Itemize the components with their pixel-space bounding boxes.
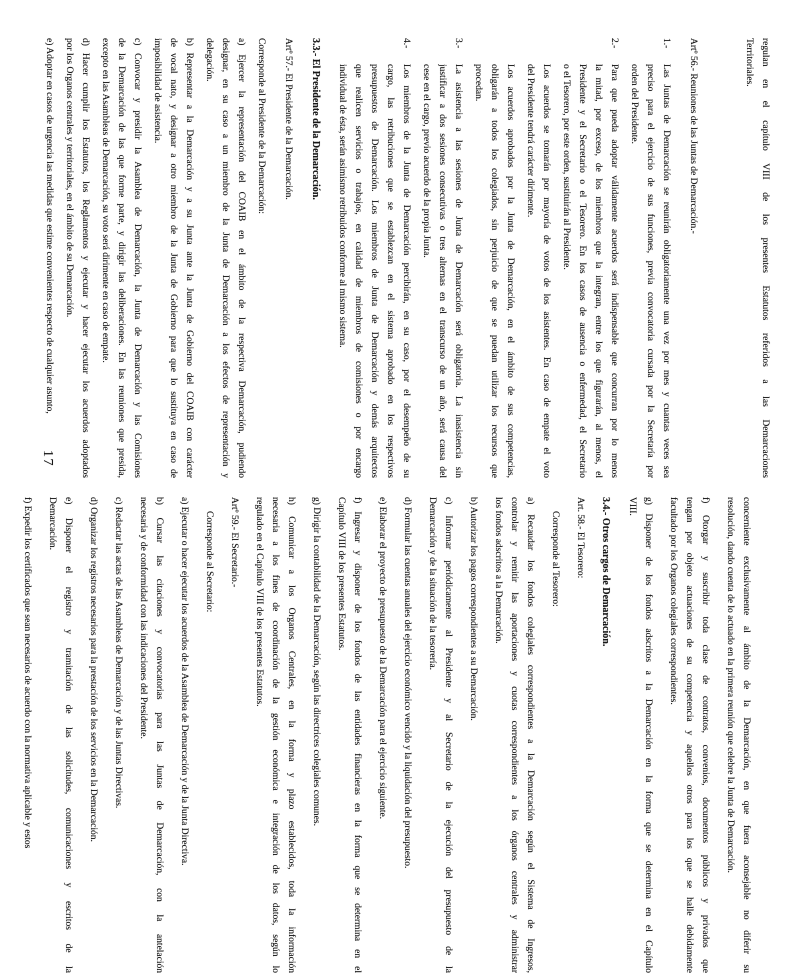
section-3-3-heading xyxy=(307,38,323,478)
text-line: Corresponde al Secretario: xyxy=(204,511,214,613)
page-number: 17 xyxy=(40,450,55,467)
item-number: 1.- xyxy=(661,38,671,49)
text-line: preciso para el ejercicio de sus funciones, previa convocatoria cursada por la Secretaría por xyxy=(645,64,655,478)
text-line: tengan por objeto actuaciones de su competencia y aquellos otros para los que se halle debidamente xyxy=(684,497,694,973)
item-b xyxy=(149,38,197,478)
text-line: Las Juntas de Demarcación se reunirán obligatoriamente una vez por mes y cuantas veces sea xyxy=(661,64,671,478)
text-line: Artº 56.- Reuniones de las Juntas de Demarcación.- xyxy=(688,38,698,234)
text-line: los fondos adscritos a la Demarcación. xyxy=(493,497,503,644)
text-line: b) Cursar las citaciones y convocatorias para las Juntas de Demarcación, con la antelación xyxy=(154,497,164,973)
item-2 xyxy=(558,38,622,478)
text-line: b) Autorizar los pagos correspondientes a su Demarcación. xyxy=(468,497,478,721)
text-line: cargo, las retribuciones que se establezcan en el sistema aprobado en los respectivos xyxy=(385,64,395,478)
text-line: f) Otorgar y suscribir toda clase de contratos, convenios, documentos públicos y privados que xyxy=(700,497,710,973)
text-line: regulado en el Capítulo VIII de los presentes Estatutos. xyxy=(254,497,264,707)
text-line: Los miembros de la Junta de Demarcación percibirán, en su caso, por el desempeño de su xyxy=(401,64,411,478)
lead-in xyxy=(547,511,563,973)
item-d xyxy=(85,497,101,973)
item-e xyxy=(44,497,76,973)
text-line: obligarán a todos los colegiados, sin perjuicio de que se puedan utilizar los recursos que xyxy=(489,64,499,478)
text-line: a) Recaudar los fondos colegiales correspondientes a la Demarcación según el Sistema de Ingresos, xyxy=(525,497,535,973)
text-line: Demarcación. xyxy=(47,497,57,551)
text-line: necesaria y de conformidad con las indicaciones del Presidente. xyxy=(138,497,148,739)
text-line: cese en el cargo, previo acuerdo de la propia Junta. xyxy=(421,64,431,258)
item-e xyxy=(41,38,57,478)
item-d xyxy=(399,497,415,973)
text-line: e) Adoptar en casos de urgencia las medidas que estime convenientes respecto de cualquier asunto, xyxy=(44,38,54,414)
item-4 xyxy=(334,38,414,478)
article-58-heading xyxy=(572,497,588,973)
text-line: d) Hacer cumplir los Estatutos, los Reglamentos y ejecutar y hacer ejecutar los acuerdos adoptados xyxy=(80,38,90,478)
text-line: Demarcación y de la situación de la tesorería. xyxy=(427,497,437,671)
text-line: justificar a dos sesiones consecutivas o tres alternas en el transcurso de un año, será causa del xyxy=(437,64,447,478)
item-g xyxy=(624,497,656,973)
item-c xyxy=(424,497,456,973)
text-line: de la Demarcación de las que forme parte, y dirigir las deliberaciones. En las reuniones que presida, xyxy=(116,38,126,478)
text-line: e) Elaborar el proyecto de presupuesto de la Demarcación para el ejercicio siguiente. xyxy=(377,497,387,820)
text-line: Territoriales. xyxy=(744,38,754,87)
item-number: 4.- xyxy=(401,38,411,49)
text-line: c) Informar periódicamente al Presidente y al Secretario de la ejecución del presupuesto de la xyxy=(443,497,453,973)
article-57-heading xyxy=(280,38,296,478)
item-3 xyxy=(418,38,466,478)
text-line: Para que pueda adoptar válidamente acuerdos será indispensable que concurran por lo menos xyxy=(609,64,619,478)
item-a xyxy=(201,38,249,478)
text-line: La asistencia a las sesiones de Junta de Demarcación será obligatoria. La inasistencia sin xyxy=(453,64,463,478)
item-c xyxy=(97,38,145,478)
item-a xyxy=(176,497,192,973)
text-line: delegación. xyxy=(204,38,214,82)
text-line: g) Disponer de los fondos adscritos a la Demarcación en la forma que se determina en el Capítulo xyxy=(643,497,653,973)
item-number: 3.- xyxy=(453,38,463,49)
item-f xyxy=(19,497,35,973)
page-column-left xyxy=(41,38,773,478)
text-line: h) Comunicar a los Organos Centrales, en la forma y plazo establecidos, toda la información xyxy=(286,497,296,973)
item-1 xyxy=(626,38,674,478)
text-line: excepto en las Asambleas de Demarcación, su voto será dirimente en caso de empate. xyxy=(100,38,110,363)
text-line: controlar y remitir las aportaciones y cuotas correspondientes a los órganos centrales y administrar xyxy=(509,497,519,973)
text-line: d) Formular las cuentas anuales del ejercicio económico vencido y la liquidación del presupuesto. xyxy=(402,497,412,869)
text-line: imposibilidad de asistencia. xyxy=(152,38,162,144)
text-line: Corresponde al Presidente de la Demarcación: xyxy=(256,38,266,214)
text-line: g) Dirigir la contabilidad de la Demarcación, según las directrices colegiales comunes. xyxy=(311,497,321,826)
item-a xyxy=(490,497,538,973)
text-line: procedan. xyxy=(473,64,483,102)
text-line: f) Ingresar y disponer de los fondos de las entidades financieras en la forma que se determina en el xyxy=(352,497,362,973)
text-line: Presidente y el Secretario o el Tesorero. En los casos de ausencia o enfermedad, el Secretario xyxy=(577,64,587,478)
item-g xyxy=(308,497,324,973)
text-line: del Presidente tendrá carácter dirimente. xyxy=(525,64,535,218)
item-c xyxy=(110,497,126,973)
text-line: que realicen servicios o trabajos, en calidad de miembros de comisiones o por encargo xyxy=(353,64,363,478)
text-line: d) Organizar los registros necesarios para la prestación de los servicios en la Demarcación. xyxy=(88,497,98,842)
item-h xyxy=(251,497,299,973)
item-2-subparagraph xyxy=(470,64,518,478)
item-2-subparagraph xyxy=(522,64,554,478)
text-line: VIII. xyxy=(627,497,637,516)
text-line: Los acuerdos se tomarán por mayoría de votos de los asistentes. En caso de empate el voto xyxy=(541,64,551,478)
item-f xyxy=(665,497,713,973)
item-number: 2.- xyxy=(609,38,619,49)
text-line: c) Convocar y presidir la Asamblea de Demarcación, la Junta de Demarcación y las Comisiones xyxy=(132,38,142,478)
text-line: 3.3.- El Presidente de la Demarcación. xyxy=(310,38,321,200)
text-line: 3.4.- Otros cargos de Demarcación. xyxy=(600,497,611,647)
item-e xyxy=(374,497,390,973)
article-59-heading xyxy=(226,497,242,973)
article-56-heading xyxy=(685,38,701,478)
text-line: o el Tesorero, por este orden, sustituirán al Presidente. xyxy=(561,64,571,270)
text-line: c) Redactar las actas de las Asambleas de Demarcación y de las Juntas Directivas. xyxy=(113,497,123,809)
text-line: designar, en su caso a un miembro de la Junta de Demarcación a los efectos de representación y xyxy=(220,38,230,478)
item-b xyxy=(465,497,481,973)
lead-in xyxy=(253,38,269,478)
text-line: Los acuerdos aprobados por la Junta de Demarcación, en el ámbito de sus competencias, xyxy=(505,64,515,478)
text-line: por los Organos centrales y territoriales, en el ámbito de su Demarcación. xyxy=(64,38,74,318)
item-d xyxy=(61,38,93,478)
text-line: de vocal nato, y designar a otro miembro de la Junta de Gobierno para que lo sustituya en caso de xyxy=(168,38,178,478)
lead-in xyxy=(201,511,217,973)
text-line: regulan en el capítulo VIII de los presentes Estatutos referidos a las Demarcaciones xyxy=(760,38,770,478)
text-line: presupuestos de Demarcación. Los miembros de Junta de Demarcación y demás arquitectos xyxy=(369,64,379,478)
text-line: resolución, dando cuenta de lo actuado en la primera reunión que celebre la Junta de Demarcación. xyxy=(725,497,735,873)
section-3-4-heading xyxy=(597,497,613,973)
item-f xyxy=(333,497,365,973)
text-line: Artº 57.- El Presidente de la Demarcación. xyxy=(283,38,293,200)
text-line: individual de ésta, serán asimismo retribuidos conforme al mismo sistema. xyxy=(337,64,347,348)
text-line: orden del Presidente. xyxy=(629,64,639,144)
text-line: la mitad, por exceso, de los miembros que la integran, entre los que figurarán, al menos, el xyxy=(593,64,603,478)
page-column-right xyxy=(19,497,754,973)
text-line: Artº 59.- El Secretario.- xyxy=(229,497,239,588)
text-line: Art. 58.- El Tesorero: xyxy=(575,497,585,579)
paragraph-continuation xyxy=(741,38,773,478)
text-line: e) Disponer el registro y tramitación de las solicitudes, comunicaciones y escritos de la xyxy=(63,497,73,973)
text-line: necesaria a los fines de coordinación de la gestión económica e integración de los datos, según lo xyxy=(270,497,280,973)
text-line: a) Ejecutar o hacer ejecutar los acuerdos de la Asamblea de Demarcación y de la Junta Directiva. xyxy=(179,497,189,866)
text-line: facultado por los Organos colegiales correspondientes. xyxy=(668,497,678,705)
text-line: b) Representar a la Demarcación y a su Junta ante la Junta de Gobierno del COAIB con carácter xyxy=(184,38,194,478)
text-line: f) Expedir los certificados que sean necesarios de acuerdo con la normativa aplicable y estos xyxy=(22,497,32,849)
text-line: a) Ejercer la representación del COAIB en el ámbito de la respectiva Demarcación, pudiendo xyxy=(236,38,246,478)
text-line: Capítulo VIII de los presentes Estatutos. xyxy=(336,497,346,651)
item-e-continuation xyxy=(722,497,754,973)
item-b xyxy=(135,497,167,973)
text-line: Corresponde al Tesorero: xyxy=(550,511,560,607)
text-line: concerniente exclusivamente al ámbito de la Demarcación, en que fuera aconsejable no diferir su xyxy=(741,497,751,973)
